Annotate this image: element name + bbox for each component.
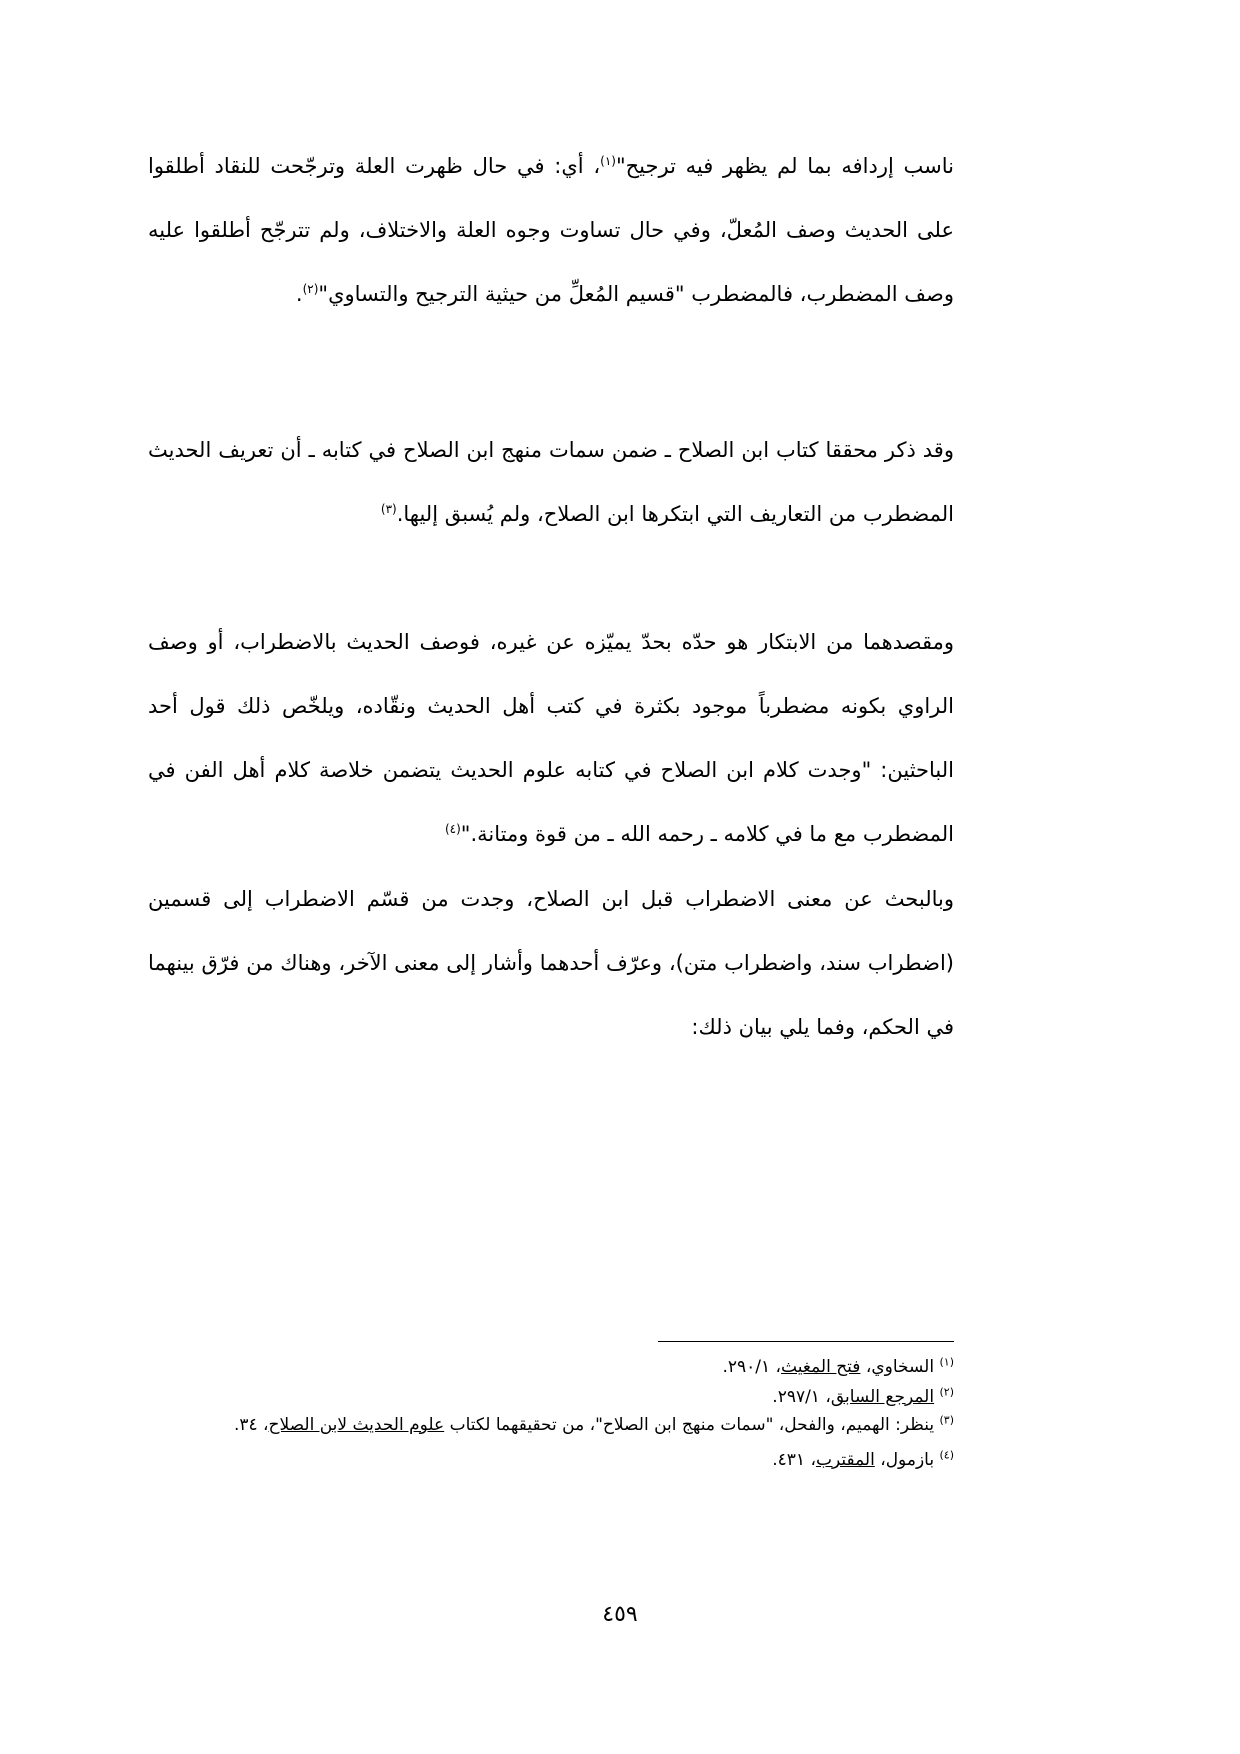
footnote-1-author: السخاوي، [860,1357,935,1377]
paragraph-1-text-a: ناسب إردافه بما لم يظهر فيه ترجيح" [615,154,954,178]
footnote-4-title: المقترب [815,1450,875,1470]
footnote-2-number: (٢) [939,1385,954,1399]
footnote-2 [148,1382,954,1412]
footnote-4-number: (٤) [939,1448,954,1462]
footnote-1-title: فتح المغيث [781,1357,861,1377]
paragraph-4 [148,867,954,1059]
paragraph-3 [148,610,954,866]
footnote-ref-1[interactable]: (١) [600,154,616,168]
footnote-3-text: ينظر: الهميم، والفحل، "سمات منهج ابن الصلاح"، من تحقيقهما لكتاب [444,1415,935,1435]
footnote-4-author: بازمول، [874,1450,935,1470]
footnote-3-title: علوم الحديث لابن الصلاح [268,1415,445,1435]
footnote-ref-2[interactable]: (٢) [302,282,319,296]
page-number: ٤٥٩ [602,1602,638,1627]
paragraph-3-text: ومقصدهما من الابتكار هو حدّه بحدّ يميّزه عن غيره، فوصف الحديث بالاضطراب، أو وصف الراوي بكونه مضطرباً موجود بكثرة في كتب أهل الحديث ونقّاده، ويلخّص ذلك قول أحد الباحثين: "وجدت كلام ابن الصلاح في كتابه علوم الحديث يتضمن خلاصة كلام أهل الفن في المضطرب مع ما في كلامه ـ رحمه الله ـ من قوة ومتانة." [148,630,954,846]
paragraph-4-text: وبالبحث عن معنى الاضطراب قبل ابن الصلاح، وجدت من قسّم الاضطراب إلى قسمين (اضطراب سند، واضطراب متن)، وعرّف أحدهما وأشار إلى معنى الآخر، وهناك من فرّق بينهما في الحكم، وفما يلي بيان ذلك: [148,887,954,1039]
footnote-2-title: المرجع السابق [830,1387,935,1407]
footnote-separator [658,1341,954,1342]
paragraph-1-text-c: . [295,282,303,306]
paragraph-1 [148,134,954,326]
footnote-4-page: ، ٤٣١. [772,1450,816,1470]
footnote-2-page: ، ٢٩٧/١. [772,1387,831,1407]
footnote-3-page: ، ٣٤. [233,1415,269,1435]
footnote-3 [148,1412,954,1439]
paragraph-2-text: وقد ذكر محققا كتاب ابن الصلاح ـ ضمن سمات منهج ابن الصلاح في كتابه ـ أن تعريف الحديث المضطرب من التعاريف التي ابتكرها ابن الصلاح، ولم يُسبق إليها. [148,438,954,526]
footnote-4 [148,1445,954,1475]
paragraph-2 [148,418,954,546]
footnote-ref-4[interactable]: (٤) [444,822,461,836]
footnote-3-number: (٣) [939,1413,954,1427]
footnote-ref-3[interactable]: (٣) [380,502,397,516]
footnote-1 [148,1352,954,1382]
paragraph-1-text-b: ، أي: في حال ظهرت العلة وترجّحت للنقاد أطلقوا على الحديث وصف المُعلّ، وفي حال تساوت وجوه العلة والاختلاف، ولم تترجّح أطلقوا عليه وصف المضطرب، فالمضطرب "قسيم المُعلِّ من حيثية الترجيح والتساوي" [148,154,954,306]
footnote-1-page: ، ٢٩٠/١. [722,1357,782,1377]
footnote-1-number: (١) [939,1355,954,1369]
footnotes [148,1352,954,1475]
